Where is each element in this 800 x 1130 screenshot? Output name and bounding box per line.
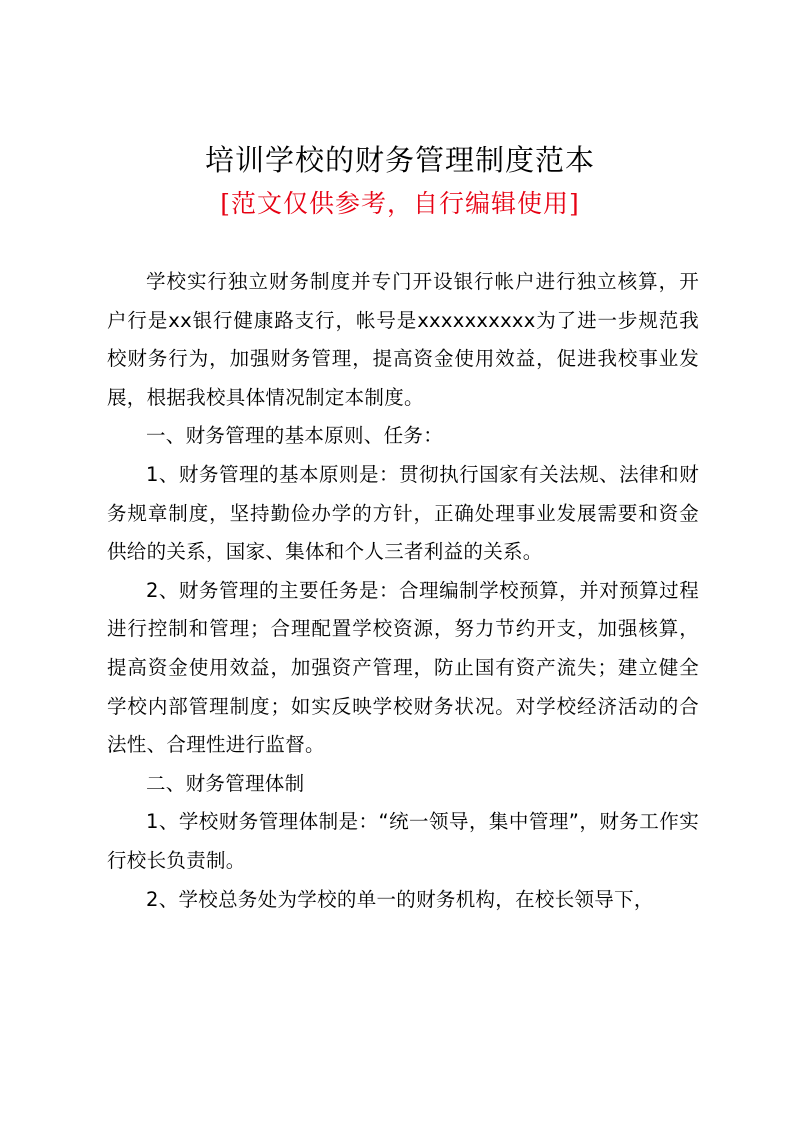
paragraph-main-tasks: 2、财务管理的主要任务是：合理编制学校预算，并对预算过程进行控制和管理；合理配置学校资源，努力节约开支，加强核算，提高资金使用效益，加强资产管理，防止国有资产流失；建立健全学校内部管理制度；如实反映学校财务状况。对学校经济活动的合法性、合理性进行监督。 bbox=[107, 578, 699, 757]
document-body bbox=[107, 263, 699, 919]
document-subtitle: [范文仅供参考，自行编辑使用] bbox=[220, 189, 580, 218]
paragraph-basic-principles: 1、财务管理的基本原则是：贯彻执行国家有关法规、法律和财务规章制度，坚持勤俭办学的方针，正确处理事业发展需要和资金供给的关系，国家、集体和个人三者利益的关系。 bbox=[107, 462, 699, 564]
section-heading-system: 二、财务管理体制 bbox=[146, 771, 305, 795]
paragraph-finance-office: 2、学校总务处为学校的单一的财务机构，在校长领导下， bbox=[146, 887, 654, 911]
paragraph-management-system: 1、学校财务管理体制是：“统一领导，集中管理”，财务工作实行校长负责制。 bbox=[107, 810, 699, 872]
paragraph-intro: 学校实行独立财务制度并专门开设银行帐户进行独立核算，开户行是xx银行健康路支行，帐号是xxxxxxxxxx为了进一步规范我校财务行为，加强财务管理，提高资金使用效益，促进我校事业发展，根据我校具体情况制定本制度。 bbox=[107, 270, 699, 409]
document-title: 培训学校的财务管理制度范本 bbox=[204, 143, 595, 177]
section-heading-principles: 一、财务管理的基本原则、任务： bbox=[146, 424, 444, 448]
